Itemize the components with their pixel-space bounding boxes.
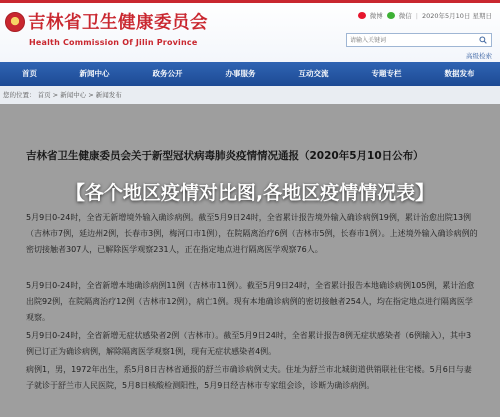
search-button[interactable] bbox=[475, 34, 491, 46]
article-paragraph: 5月9日0-24时，全省新增本地确诊病例11例（吉林市11例）。截至5月9日24时，全省累计报告本地确诊病例105例，累计治愈出院92例，在院隔离治疗12例（吉林市12例），病亡1例。现有本地确诊病例的密切接触者254人，均在指定地点进行隔离医学观察。 bbox=[26, 281, 475, 322]
breadcrumb bbox=[0, 89, 500, 101]
breadcrumb-news[interactable]: 新闻中心 bbox=[60, 91, 87, 99]
nav-item-home[interactable]: 首页 bbox=[22, 69, 37, 78]
article-paragraph: 5月9日0-24时，全省无新增境外输入确诊病例。截至5月9日24时，全省累计报告境外输入确诊病例19例，累计治愈出院13例（吉林市7例，延边州2例，长春市3例，梅河口市1例），在院隔离治疗6例（吉林市5例，长春市1例）。上述境外输入确诊病例的密切接触者307人，已解除医学观察231人，正在指定地点进行隔离医学观察76人。 bbox=[26, 213, 478, 254]
wechat-link[interactable]: 微信 bbox=[398, 12, 412, 20]
divider: | bbox=[415, 11, 418, 20]
site-title[interactable]: 吉林省卫生健康委员会 bbox=[28, 13, 208, 33]
main-nav bbox=[0, 62, 500, 86]
nav-item-topics[interactable]: 专题专栏 bbox=[371, 69, 402, 78]
article-paragraph: 5月9日0-24时，全省新增无症状感染者2例（吉林市）。截至5月9日24时，全省累计报告8例无症状感染者（6例输入），其中3例已订正为确诊病例，解除隔离医学观察1例，现有无症状感染者4例。 bbox=[26, 331, 472, 356]
site-header bbox=[0, 0, 500, 62]
article-title: 吉林省卫生健康委员会关于新型冠状病毒肺炎疫情情况通报（2020年5月10日公布） bbox=[26, 150, 424, 162]
image-overlay bbox=[0, 104, 500, 417]
current-date: 2020年5月10日 星期日 bbox=[421, 12, 492, 20]
nav-item-news[interactable]: 新闻中心 bbox=[79, 69, 110, 78]
breadcrumb-separator: > bbox=[88, 91, 94, 99]
nav-item-gov-info[interactable]: 政务公开 bbox=[152, 69, 183, 78]
search-icon bbox=[479, 36, 487, 44]
weibo-link[interactable]: 微博 bbox=[369, 12, 383, 20]
wechat-icon[interactable] bbox=[387, 12, 395, 19]
search-input[interactable] bbox=[347, 34, 475, 46]
nav-item-data[interactable]: 数据发布 bbox=[444, 69, 475, 78]
top-links bbox=[358, 11, 492, 20]
search-box bbox=[346, 33, 492, 47]
overlay-caption: 【各个地区疫情对比图,各地区疫情情况表】 bbox=[65, 182, 435, 204]
article-paragraph: 病例1，男，1972年出生，系5月8日吉林省通报的舒兰市确诊病例丈夫。住址为舒兰市北城街道供销联社住宅楼。5月6日与妻子就诊于舒兰市人民医院，5月8日核酸检测阳性，5月9日经吉林市专家组会诊，诊断为确诊病例。 bbox=[26, 365, 472, 390]
breadcrumb-home[interactable]: 首页 bbox=[37, 91, 51, 99]
breadcrumb-separator: > bbox=[52, 91, 59, 99]
breadcrumb-news-release[interactable]: 新闻发布 bbox=[95, 91, 122, 99]
national-emblem-icon bbox=[5, 12, 25, 32]
nav-item-services[interactable]: 办事服务 bbox=[225, 69, 256, 78]
site-subtitle: Health Commission Of Jilin Province bbox=[29, 38, 198, 47]
weibo-icon[interactable] bbox=[358, 12, 366, 19]
advanced-search-link[interactable]: 高级检索 bbox=[466, 52, 492, 60]
nav-item-interaction[interactable]: 互动交流 bbox=[298, 69, 329, 78]
breadcrumb-prefix: 您的位置： bbox=[3, 91, 36, 99]
